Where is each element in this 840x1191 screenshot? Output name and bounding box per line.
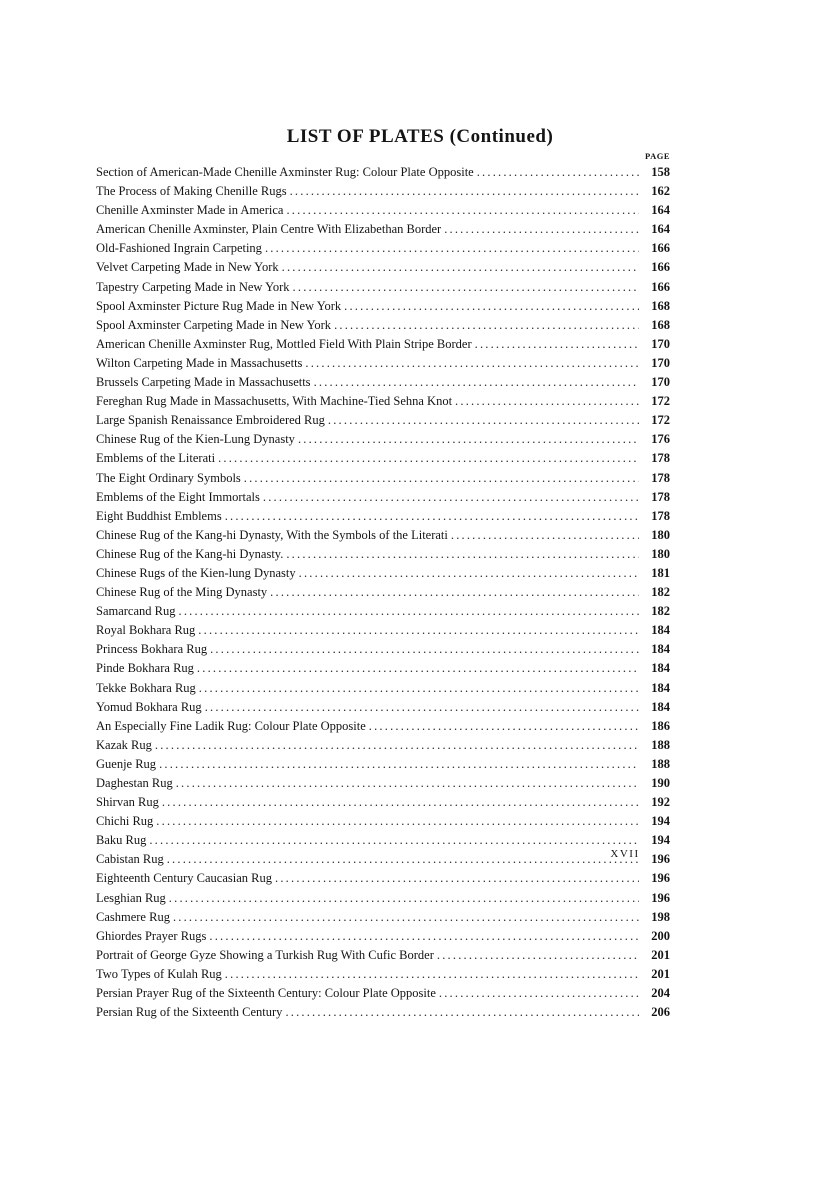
dot-leader xyxy=(199,679,639,698)
page-number: 188 xyxy=(651,737,670,752)
plate-title: Guenje Rug xyxy=(96,756,157,771)
plate-title: Chichi Rug xyxy=(96,814,154,829)
plate-title: Spool Axminster Picture Rug Made in New York xyxy=(96,298,342,313)
dot-leader xyxy=(314,373,639,392)
list-item xyxy=(96,316,670,335)
plate-title: Eight Buddhist Emblems xyxy=(96,508,222,523)
dot-leader xyxy=(209,927,639,946)
list-item xyxy=(96,602,670,621)
page-number: 176 xyxy=(651,432,670,447)
list-item xyxy=(96,698,670,717)
plate-title: Pinde Bokhara Rug xyxy=(96,661,194,676)
dot-leader xyxy=(205,698,639,717)
plate-title: Spool Axminster Carpeting Made in New York xyxy=(96,317,332,332)
plate-title: Shirvan Rug xyxy=(96,795,159,810)
list-item xyxy=(96,679,670,698)
dot-leader xyxy=(290,182,639,201)
plate-title: Chinese Rug of the Kang-hi Dynasty. xyxy=(96,546,284,561)
plate-title: Cashmere Rug xyxy=(96,909,170,924)
page-number: 186 xyxy=(651,718,670,733)
page-number: 162 xyxy=(651,184,670,199)
dot-leader xyxy=(334,316,639,335)
plate-title: Portrait of George Gyze Showing a Turkish Rug With Cufic Border xyxy=(96,947,434,962)
dot-leader xyxy=(218,449,639,468)
plate-title: Velvet Carpeting Made in New York xyxy=(96,260,279,275)
dot-leader xyxy=(270,583,639,602)
dot-leader xyxy=(437,946,639,965)
list-item xyxy=(96,163,670,182)
plate-title: American Chenille Axminster, Plain Centre With Elizabethan Border xyxy=(96,222,442,237)
list-item xyxy=(96,621,670,640)
list-item xyxy=(96,373,670,392)
list-item xyxy=(96,793,670,812)
page-number: 184 xyxy=(651,623,670,638)
page-number: 192 xyxy=(651,795,670,810)
plate-title: The Process of Making Chenille Rugs xyxy=(96,184,287,199)
page-number: 194 xyxy=(651,833,670,848)
list-item xyxy=(96,755,670,774)
plate-title: Persian Prayer Rug of the Sixteenth Century: Colour Plate Opposite xyxy=(96,986,436,1001)
list-item xyxy=(96,258,670,277)
list-item xyxy=(96,469,670,488)
list-item xyxy=(96,889,670,908)
dot-leader xyxy=(169,889,639,908)
page-number: 196 xyxy=(651,852,670,867)
list-item xyxy=(96,583,670,602)
page-number: 204 xyxy=(651,986,670,1001)
plates-list xyxy=(96,163,670,1022)
dot-leader xyxy=(455,392,639,411)
page-number: 164 xyxy=(651,222,670,237)
plate-title: Daghestan Rug xyxy=(96,776,173,790)
list-item xyxy=(96,354,670,373)
plate-title: Chinese Rugs of the Kien-lung Dynasty xyxy=(96,565,296,580)
plate-title: Eighteenth Century Caucasian Rug xyxy=(96,871,273,886)
page-number: 201 xyxy=(651,947,670,962)
page-number: 168 xyxy=(651,317,670,332)
dot-leader xyxy=(162,793,639,812)
dot-leader xyxy=(344,297,639,316)
plate-title: Tekke Bokhara Rug xyxy=(96,680,196,695)
list-item xyxy=(96,640,670,659)
page-number: 201 xyxy=(651,966,670,981)
list-item xyxy=(96,545,670,564)
plate-title: Persian Rug of the Sixteenth Century xyxy=(96,1005,283,1020)
dot-leader xyxy=(285,1003,639,1022)
page-number: 206 xyxy=(651,1005,670,1020)
list-item xyxy=(96,831,670,850)
plate-title: Cabistan Rug xyxy=(96,852,164,867)
list-item xyxy=(96,201,670,220)
dot-leader xyxy=(328,411,639,430)
dot-leader xyxy=(369,717,639,736)
plate-title: Section of American-Made Chenille Axminster Rug: Colour Plate Opposite xyxy=(96,165,474,179)
page-number: 181 xyxy=(651,565,670,580)
plate-title: Tapestry Carpeting Made in New York xyxy=(96,279,290,294)
page-title xyxy=(0,126,840,148)
list-item xyxy=(96,239,670,258)
plate-title: Lesghian Rug xyxy=(96,890,166,905)
list-item xyxy=(96,507,670,526)
page-number: 178 xyxy=(651,489,670,504)
list-item xyxy=(96,850,670,869)
dot-leader xyxy=(265,239,639,258)
plate-title: American Chenille Axminster Rug, Mottled Field With Plain Stripe Border xyxy=(96,336,472,351)
list-item xyxy=(96,927,670,946)
dot-leader xyxy=(444,220,639,239)
page-number: 184 xyxy=(651,642,670,657)
list-item xyxy=(96,946,670,965)
dot-leader xyxy=(197,659,639,678)
dot-leader xyxy=(176,774,639,793)
list-item xyxy=(96,965,670,984)
page-number: 198 xyxy=(651,909,670,924)
list-item xyxy=(96,908,670,927)
page-number: 180 xyxy=(651,546,670,561)
page-number: 172 xyxy=(651,413,670,428)
list-item xyxy=(96,335,670,354)
list-item xyxy=(96,392,670,411)
dot-leader xyxy=(173,908,639,927)
dot-leader xyxy=(198,621,639,640)
list-item xyxy=(96,430,670,449)
list-item xyxy=(96,411,670,430)
dot-leader xyxy=(179,602,640,621)
page-number: 184 xyxy=(651,661,670,676)
list-item xyxy=(96,774,670,793)
page-number: 184 xyxy=(651,680,670,695)
page-number: 184 xyxy=(651,699,670,714)
page-column-label: PAGE xyxy=(645,151,670,161)
plate-title: Wilton Carpeting Made in Massachusetts xyxy=(96,355,303,370)
dot-leader xyxy=(282,258,639,277)
page-number: 166 xyxy=(651,279,670,294)
page-number: 164 xyxy=(651,203,670,218)
page-number: 196 xyxy=(651,871,670,886)
page-number: 182 xyxy=(651,585,670,600)
plate-title: Royal Bokhara Rug xyxy=(96,623,196,638)
plate-title: Fereghan Rug Made in Massachusetts, With Machine-Tied Sehna Knot xyxy=(96,394,453,409)
list-item xyxy=(96,278,670,297)
dot-leader xyxy=(159,755,639,774)
page-number: 166 xyxy=(651,241,670,256)
dot-leader xyxy=(156,812,639,831)
dot-leader xyxy=(244,469,639,488)
list-item xyxy=(96,526,670,545)
dot-leader xyxy=(305,354,639,373)
list-item xyxy=(96,220,670,239)
plate-title: Kazak Rug xyxy=(96,737,152,752)
plate-title: Samarcand Rug xyxy=(96,604,176,619)
list-item xyxy=(96,182,670,201)
list-item xyxy=(96,1003,670,1022)
plate-title: Emblems of the Literati xyxy=(96,451,216,466)
dot-leader xyxy=(298,430,639,449)
plate-title: Yomud Bokhara Rug xyxy=(96,699,202,714)
page-number: 170 xyxy=(651,355,670,370)
plate-title: Large Spanish Renaissance Embroidered Rug xyxy=(96,413,325,428)
page-number: 182 xyxy=(651,604,670,619)
page-number: 158 xyxy=(651,165,670,179)
plate-title: Old-Fashioned Ingrain Carpeting xyxy=(96,241,262,256)
list-item xyxy=(96,869,670,888)
plate-title: Chinese Rug of the Kien-Lung Dynasty xyxy=(96,432,295,447)
dot-leader xyxy=(286,201,639,220)
plate-title: Ghiordes Prayer Rugs xyxy=(96,928,207,943)
plate-title: Emblems of the Eight Immortals xyxy=(96,489,260,504)
dot-leader xyxy=(210,640,639,659)
dot-leader xyxy=(155,736,639,755)
dot-leader xyxy=(475,335,639,354)
page-number: 196 xyxy=(651,890,670,905)
page-number: 178 xyxy=(651,451,670,466)
page-number: 180 xyxy=(651,527,670,542)
plate-title: Chinese Rug of the Ming Dynasty xyxy=(96,585,268,600)
plate-title: Chinese Rug of the Kang-hi Dynasty, With the Symbols of the Literati xyxy=(96,527,448,542)
plate-title: The Eight Ordinary Symbols xyxy=(96,470,241,485)
plate-title: Baku Rug xyxy=(96,833,147,848)
dot-leader xyxy=(225,507,639,526)
page-number: 200 xyxy=(651,928,670,943)
page-number: 178 xyxy=(651,508,670,523)
dot-leader xyxy=(299,564,639,583)
dot-leader xyxy=(477,163,639,182)
page-folio: XVII xyxy=(610,848,640,860)
plate-title: Chenille Axminster Made in America xyxy=(96,203,284,218)
list-item xyxy=(96,449,670,468)
title-continued: (Continued) xyxy=(449,126,554,147)
list-item xyxy=(96,812,670,831)
plate-title: Brussels Carpeting Made in Massachusetts xyxy=(96,375,311,390)
page-number: 190 xyxy=(651,776,670,790)
list-item xyxy=(96,984,670,1003)
title-main: LIST OF PLATES xyxy=(286,126,445,147)
dot-leader xyxy=(149,831,639,850)
dot-leader xyxy=(439,984,639,1003)
plate-title: An Especially Fine Ladik Rug: Colour Plate Opposite xyxy=(96,718,366,733)
page-number: 188 xyxy=(651,756,670,771)
dot-leader xyxy=(286,545,639,564)
list-item xyxy=(96,488,670,507)
plate-title: Two Types of Kulah Rug xyxy=(96,966,222,981)
list-item xyxy=(96,659,670,678)
plate-title: Princess Bokhara Rug xyxy=(96,642,208,657)
list-item xyxy=(96,564,670,583)
list-item xyxy=(96,717,670,736)
dot-leader xyxy=(167,850,639,869)
list-item xyxy=(96,297,670,316)
page-number: 166 xyxy=(651,260,670,275)
page-number: 178 xyxy=(651,470,670,485)
dot-leader xyxy=(293,278,639,297)
dot-leader xyxy=(275,869,639,888)
page-number: 194 xyxy=(651,814,670,829)
dot-leader xyxy=(263,488,639,507)
page-number: 170 xyxy=(651,375,670,390)
dot-leader xyxy=(451,526,639,545)
page-number: 170 xyxy=(651,336,670,351)
page-number: 168 xyxy=(651,298,670,313)
page-number: 172 xyxy=(651,394,670,409)
dot-leader xyxy=(225,965,639,984)
list-item xyxy=(96,736,670,755)
